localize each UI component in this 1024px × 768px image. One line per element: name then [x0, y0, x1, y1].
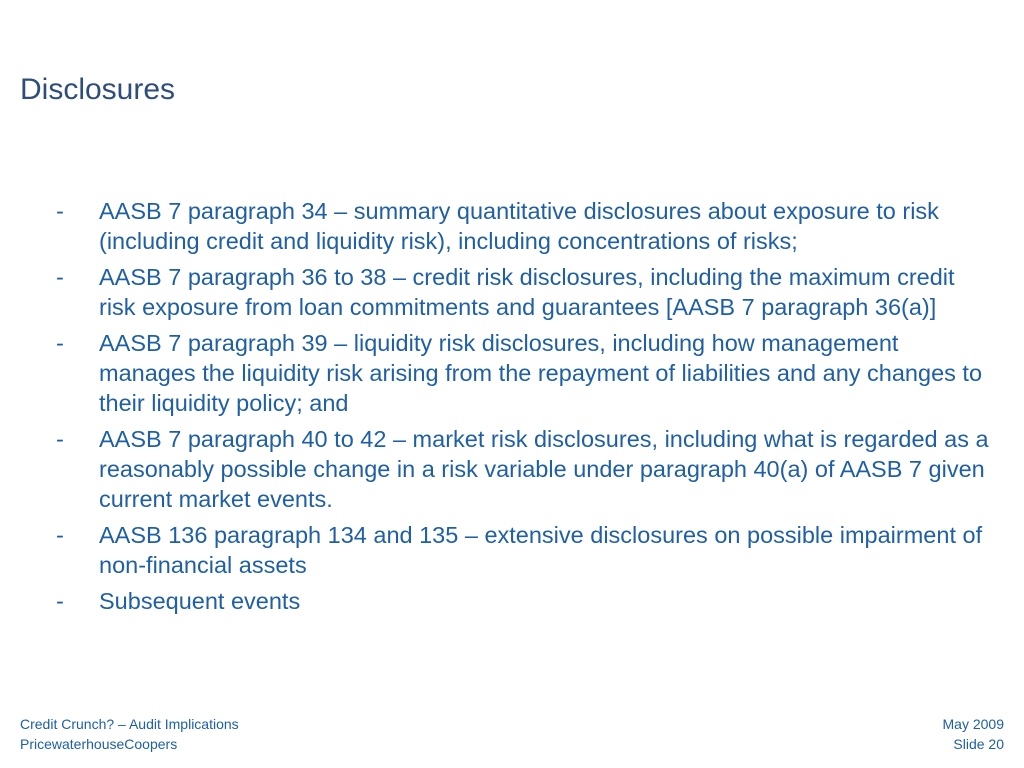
- bullet-marker: -: [56, 522, 64, 548]
- bullet-item: [56, 196, 996, 256]
- bullet-marker: -: [56, 588, 64, 614]
- bullet-list: [56, 196, 996, 622]
- footer-right: [943, 714, 1004, 754]
- footer-slide-number: Slide 20: [953, 736, 1004, 752]
- bullet-marker: -: [56, 198, 64, 224]
- bullet-marker: -: [56, 426, 64, 452]
- bullet-item: [56, 586, 996, 616]
- bullet-text: AASB 7 paragraph 39 – liquidity risk disclosures, including how management manages the liquidity risk arising from the repayment of liabilities and any changes to their liquidity policy; and: [99, 330, 983, 416]
- bullet-item: [56, 424, 996, 514]
- bullet-marker: -: [56, 264, 64, 290]
- bullet-text: AASB 7 paragraph 34 – summary quantitative disclosures about exposure to risk (including credit and liquidity risk), including concentrations of risks;: [99, 198, 939, 254]
- bullet-marker: -: [56, 330, 64, 356]
- bullet-text: AASB 136 paragraph 134 and 135 – extensive disclosures on possible impairment of non-financial assets: [99, 522, 983, 578]
- bullet-text: Subsequent events: [99, 588, 301, 614]
- bullet-text: AASB 7 paragraph 40 to 42 – market risk disclosures, including what is regarded as a reasonably possible change in a risk variable under paragraph 40(a) of AASB 7 given current market events.: [99, 426, 989, 512]
- footer-company-name: PricewaterhouseCoopers: [20, 736, 178, 752]
- slide-title: Disclosures: [20, 73, 176, 106]
- bullet-text: AASB 7 paragraph 36 to 38 – credit risk disclosures, including the maximum credit risk exposure from loan commitments and guarantees [AASB 7 paragraph 36(a)]: [99, 264, 955, 320]
- footer-date: May 2009: [942, 716, 1004, 732]
- footer-left: [20, 714, 239, 754]
- bullet-item: [56, 520, 996, 580]
- bullet-item: [56, 328, 996, 418]
- footer-presentation-title: Credit Crunch? – Audit Implications: [20, 716, 239, 732]
- bullet-item: [56, 262, 996, 322]
